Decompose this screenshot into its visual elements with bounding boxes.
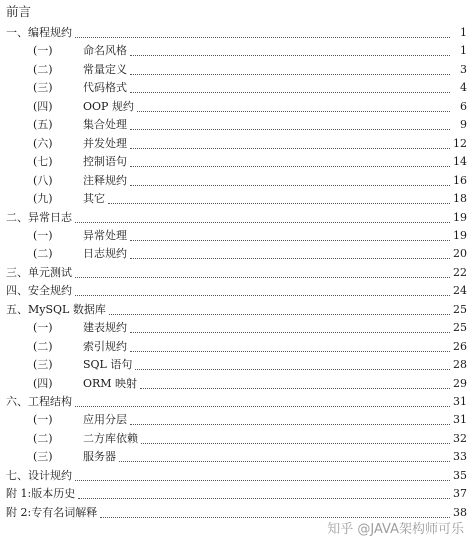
toc-page-number: 24 — [453, 284, 467, 298]
toc-dot-leader — [75, 294, 450, 296]
toc-dot-leader — [108, 202, 450, 204]
toc-page-number: 25 — [453, 321, 467, 335]
toc-entry-title: 设计规约 — [28, 468, 72, 482]
toc-page-number: 14 — [453, 155, 467, 169]
toc-header-preface: 前言 — [6, 4, 32, 19]
toc-dot-leader — [78, 497, 450, 499]
toc-page-number: 19 — [453, 228, 467, 242]
toc-page-number: 18 — [453, 192, 467, 206]
toc-entry-title: 编程规约 — [28, 26, 72, 39]
toc-entry-number: 三、 — [6, 265, 28, 279]
toc-entry-number: 五、 — [6, 302, 28, 316]
watermark: 知乎 @JAVA架构师可乐 — [327, 522, 464, 537]
toc-entry-number: (一) — [33, 228, 53, 242]
toc-entry-number: (二) — [33, 339, 53, 353]
toc-dot-leader — [75, 479, 450, 481]
toc-entry-title: 常量定义 — [83, 62, 127, 76]
toc-entry-number: (一) — [33, 321, 53, 335]
toc-page-number: 38 — [453, 505, 467, 519]
toc-section-entry[interactable] — [0, 320, 474, 336]
toc-entry-title: 异常日志 — [28, 210, 72, 224]
toc-entry-number: (三) — [33, 450, 53, 464]
toc-entry-number: 附 1: — [6, 487, 32, 501]
toc-section-entry[interactable] — [0, 136, 474, 152]
toc-dot-leader — [135, 368, 450, 370]
toc-entry-title: 服务器 — [83, 450, 116, 464]
toc-entry-number: (三) — [33, 81, 53, 95]
toc-entry-number: (二) — [33, 431, 53, 445]
toc-chapter-entry[interactable] — [0, 283, 474, 299]
toc-page-number: 1 — [460, 26, 467, 39]
toc-chapter-entry[interactable] — [0, 210, 474, 226]
toc-entry-number: 四、 — [6, 284, 28, 298]
toc-entry-number: 附 2: — [6, 505, 32, 519]
toc-dot-leader — [140, 387, 450, 389]
toc-page-number: 22 — [453, 265, 467, 279]
toc-chapter-entry[interactable] — [0, 468, 474, 484]
toc-page-number: 37 — [453, 487, 467, 501]
toc-entry-title: OOP 规约 — [83, 99, 134, 113]
toc-dot-leader — [109, 313, 450, 315]
toc-entry-title: 单元测试 — [28, 265, 72, 279]
toc-dot-leader — [137, 110, 450, 112]
toc-entry-title: 版本历史 — [31, 487, 76, 501]
toc-dot-leader — [130, 128, 450, 130]
toc-dot-leader — [75, 221, 450, 223]
toc-page-number: 16 — [453, 173, 467, 187]
toc-dot-leader — [119, 460, 450, 462]
toc-section-entry[interactable] — [0, 80, 474, 96]
toc-page-number: 35 — [453, 468, 467, 482]
toc-chapter-entry[interactable] — [0, 394, 474, 410]
toc-dot-leader — [130, 331, 450, 333]
toc-chapter-entry[interactable] — [0, 302, 474, 318]
toc-dot-leader — [75, 405, 450, 407]
toc-dot-leader — [130, 239, 450, 241]
toc-page-number: 31 — [453, 395, 467, 408]
toc-entry-number: (一) — [33, 44, 53, 58]
toc-entry-title: 建表规约 — [83, 321, 127, 335]
toc-dot-leader — [130, 257, 450, 259]
toc-chapter-entry[interactable] — [0, 25, 474, 41]
toc-entry-number: 二、 — [6, 210, 28, 224]
toc-page-number: 29 — [453, 376, 467, 390]
toc-chapter-entry[interactable] — [0, 486, 474, 502]
toc-section-entry[interactable] — [0, 357, 474, 373]
toc-page-number: 25 — [453, 302, 467, 316]
toc-dot-leader — [141, 442, 450, 444]
toc-entry-number: 一、 — [6, 26, 28, 39]
toc-page-number: 9 — [460, 118, 467, 132]
toc-entry-title: ORM 映射 — [83, 376, 138, 390]
toc-entry-title: 工程结构 — [28, 395, 72, 408]
toc-entry-number: (五) — [33, 118, 53, 132]
toc-dot-leader — [130, 165, 450, 167]
toc-entry-title: 异常处理 — [83, 228, 127, 242]
toc-page-number: 31 — [453, 413, 467, 427]
toc-page-number: 4 — [460, 81, 467, 95]
toc-section-entry[interactable] — [0, 376, 474, 392]
toc-page-number: 12 — [453, 136, 467, 150]
toc-entry-title: MySQL 数据库 — [28, 302, 106, 316]
toc-page-number: 32 — [453, 431, 467, 445]
toc-entry-number: (二) — [33, 247, 53, 261]
toc-entry-title: 安全规约 — [28, 284, 72, 298]
toc-entry-number: (四) — [33, 99, 53, 113]
toc-entry-number: (三) — [33, 358, 53, 372]
toc-entry-number: (六) — [33, 136, 53, 150]
toc-entry-number: (一) — [33, 413, 53, 427]
toc-page-number: 19 — [453, 210, 467, 224]
toc-entry-title: 二方库依赖 — [83, 431, 138, 445]
toc-section-entry[interactable] — [0, 99, 474, 115]
toc-entry-title: 应用分层 — [83, 413, 127, 427]
toc-entry-title: 索引规约 — [83, 339, 127, 353]
toc-section-entry[interactable] — [0, 449, 474, 465]
toc-entry-number: (九) — [33, 192, 53, 206]
toc-chapter-entry[interactable] — [0, 265, 474, 281]
toc-dot-leader — [130, 54, 450, 56]
toc-entry-title: 其它 — [83, 192, 105, 206]
toc-entry-number: 六、 — [6, 395, 28, 408]
toc-entry-title: 控制语句 — [83, 155, 127, 169]
toc-page-number: 6 — [460, 99, 467, 113]
toc-entry-title: 集合处理 — [83, 118, 127, 132]
toc-section-entry[interactable] — [0, 191, 474, 207]
toc-section-entry[interactable] — [0, 154, 474, 170]
toc-dot-leader — [130, 91, 450, 93]
toc-section-entry[interactable] — [0, 117, 474, 133]
toc-entry-number: (四) — [33, 376, 53, 390]
toc-dot-leader — [130, 350, 450, 352]
toc-section-entry[interactable] — [0, 412, 474, 428]
toc-entry-title: SQL 语句 — [83, 358, 133, 372]
toc-section-entry[interactable] — [0, 228, 474, 244]
toc-dot-leader — [130, 423, 450, 425]
toc-entry-number: (八) — [33, 173, 53, 187]
toc-section-entry[interactable] — [0, 43, 474, 59]
toc-section-entry[interactable] — [0, 62, 474, 78]
toc-page-number: 26 — [453, 339, 467, 353]
toc-entry-title: 专有名词解释 — [31, 505, 98, 519]
toc-entry-number: 七、 — [6, 468, 28, 482]
toc-entry-title: 日志规约 — [83, 247, 127, 261]
toc-section-entry[interactable] — [0, 431, 474, 447]
toc-entry-title: 代码格式 — [83, 81, 127, 95]
toc-page-number: 33 — [453, 450, 467, 464]
toc-entry-number: (七) — [33, 155, 53, 169]
toc-entry-title: 命名风格 — [83, 44, 127, 58]
toc-page-number: 3 — [460, 62, 467, 76]
toc-entry-number: (二) — [33, 62, 53, 76]
toc-section-entry[interactable] — [0, 173, 474, 189]
toc-section-entry[interactable] — [0, 339, 474, 355]
toc-entry-title: 注释规约 — [83, 173, 127, 187]
toc-dot-leader — [130, 73, 450, 75]
toc-page-number: 1 — [460, 44, 467, 58]
toc-page-number: 28 — [453, 358, 467, 372]
toc-dot-leader — [75, 276, 450, 278]
toc-dot-leader — [130, 184, 450, 186]
toc-entry-title: 并发处理 — [83, 136, 127, 150]
toc-section-entry[interactable] — [0, 246, 474, 262]
toc-page-number: 20 — [453, 247, 467, 261]
toc-dot-leader — [130, 147, 450, 149]
toc-dot-leader — [75, 36, 450, 38]
